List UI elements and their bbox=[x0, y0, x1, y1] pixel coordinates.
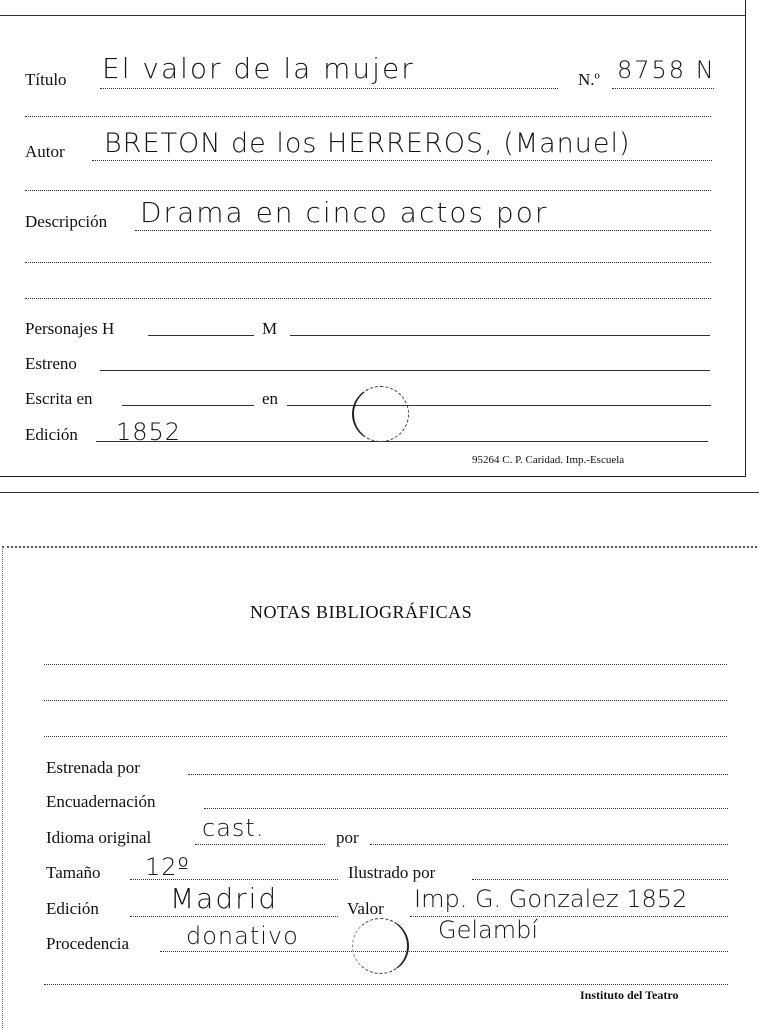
estreno-label: Estreno bbox=[25, 354, 77, 373]
titulo-line-2 bbox=[25, 116, 711, 117]
edicion-bottom-value: Madrid bbox=[170, 882, 279, 915]
descripcion-line-3 bbox=[25, 298, 711, 299]
edicion-line bbox=[96, 441, 708, 442]
procedencia-value: donativo bbox=[186, 922, 299, 950]
notas-line-3 bbox=[44, 736, 727, 737]
separator-line bbox=[0, 492, 759, 493]
estrenada-line bbox=[188, 774, 728, 775]
descripcion-line-2 bbox=[25, 262, 711, 263]
edicion-label: Edición bbox=[25, 425, 78, 444]
escrita-en-label: en bbox=[262, 389, 279, 408]
escrita-label: Escrita en bbox=[25, 389, 93, 408]
idioma-line bbox=[195, 844, 325, 845]
tamano-label: Tamaño bbox=[46, 863, 101, 882]
procedencia-line bbox=[160, 951, 728, 952]
numero-value: 8758 N bbox=[617, 56, 716, 84]
institution-name: Instituto del Teatro bbox=[580, 988, 679, 1002]
edicion-value: 1852 bbox=[116, 418, 182, 446]
idioma-por-line bbox=[370, 844, 728, 845]
tamano-line bbox=[130, 879, 338, 880]
descripcion-line bbox=[135, 230, 711, 231]
titulo-value: El valor de la mujer bbox=[102, 52, 415, 85]
numero-line bbox=[612, 88, 714, 89]
estrenada-label: Estrenada por bbox=[46, 758, 140, 777]
procedencia-extra: Gelambí bbox=[438, 916, 539, 944]
encuadernacion-line bbox=[204, 808, 728, 809]
valor-value: Imp. G. Gonzalez 1852 bbox=[414, 885, 688, 913]
autor-label: Autor bbox=[25, 142, 65, 161]
notas-line-2 bbox=[44, 700, 727, 701]
escrita-line bbox=[122, 405, 254, 406]
edicion-bottom-label: Edición bbox=[46, 899, 99, 918]
procedencia-label: Procedencia bbox=[46, 934, 130, 953]
autor-line-2 bbox=[25, 190, 711, 191]
idioma-por-label: por bbox=[336, 828, 359, 847]
descripcion-label: Descripción bbox=[25, 212, 108, 231]
procedencia-line-2 bbox=[44, 984, 728, 985]
escrita-en-line bbox=[287, 405, 711, 406]
titulo-label: Título bbox=[25, 70, 67, 89]
ilustrado-line bbox=[472, 879, 728, 880]
edicion-bottom-line bbox=[130, 916, 338, 917]
notas-header: NOTAS BIBLIOGRÁFICAS bbox=[250, 602, 473, 622]
punch-hole-bottom-icon bbox=[352, 918, 409, 974]
personajes-m-label: M bbox=[262, 319, 278, 338]
card-top-edge bbox=[0, 15, 745, 16]
personajes-m-line bbox=[290, 335, 710, 336]
printer-mark: 95264 C. P. Caridad. Imp.-Escuela bbox=[472, 454, 625, 466]
personajes-label: Personajes H bbox=[25, 319, 115, 338]
autor-line bbox=[92, 160, 712, 161]
autor-value: BRETON de los HERREROS, (Manuel) bbox=[104, 128, 631, 159]
descripcion-value: Drama en cinco actos por bbox=[140, 196, 549, 229]
notas-line-1 bbox=[44, 664, 727, 665]
valor-label: Valor bbox=[347, 899, 384, 918]
titulo-line bbox=[100, 88, 558, 89]
numero-label: N.º bbox=[578, 70, 600, 89]
idioma-label: Idioma original bbox=[46, 828, 152, 847]
ilustrado-label: Ilustrado por bbox=[348, 863, 436, 882]
idioma-value: cast. bbox=[202, 814, 265, 842]
personajes-h-line bbox=[148, 335, 254, 336]
tamano-value: 12º bbox=[145, 853, 190, 881]
estreno-line bbox=[100, 370, 710, 371]
encuadernacion-label: Encuadernación bbox=[46, 792, 156, 811]
punch-hole-icon bbox=[352, 386, 409, 442]
